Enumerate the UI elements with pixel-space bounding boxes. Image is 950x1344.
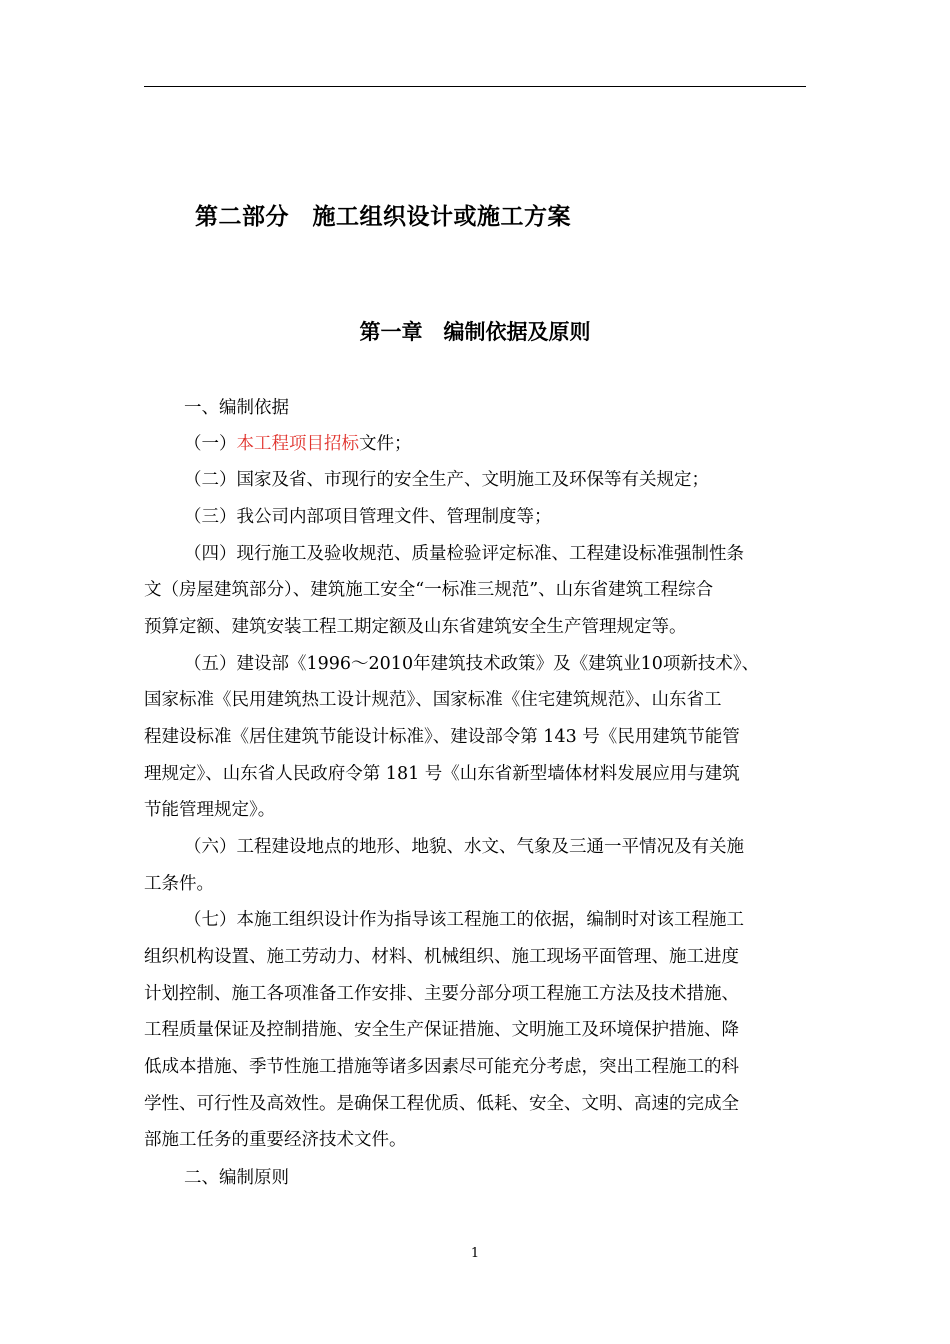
item3-paragraph: （三）我公司内部项目管理文件、管理制度等； xyxy=(184,507,552,527)
section1-heading: 一、编制依据 xyxy=(184,398,289,418)
page-number: 1 xyxy=(470,1246,480,1261)
item7-line: （七）本施工组织设计作为指导该工程施工的依据，编制时对该工程施工 xyxy=(184,910,744,930)
item1-prefix: （一） xyxy=(184,434,237,454)
section2-heading: 二、编制原则 xyxy=(184,1168,289,1188)
item4-line: （四）现行施工及验收规范、质量检验评定标准、工程建设标准强制性条 xyxy=(184,544,744,564)
item5-line: 理规定》、山东省人民政府令第 181 号《山东省新型墙体材料发展应用与建筑 xyxy=(144,764,740,784)
item7-line: 低成本措施、季节性施工措施等诸多因素尽可能充分考虑，突出工程施工的科 xyxy=(144,1057,739,1077)
item7-line: 部施工任务的重要经济技术文件。 xyxy=(144,1130,407,1150)
item7-line: 学性、可行性及高效性。是确保工程优质、低耗、安全、文明、高速的完成全 xyxy=(144,1094,739,1114)
item5-line: 国家标准《民用建筑热工设计规范》、国家标准《住宅建筑规范》、山东省工 xyxy=(144,690,722,710)
header-rule xyxy=(144,86,806,87)
item7-line: 计划控制、施工各项准备工作安排、主要分部分项工程施工方法及技术措施、 xyxy=(144,984,739,1004)
item6-line: 工条件。 xyxy=(144,874,214,894)
item5-line: （五）建设部《1996～2010年建筑技术政策》及《建筑业10项新技术》、 xyxy=(184,654,760,674)
item4-line: 预算定额、建筑安装工程工期定额及山东省建筑安全生产管理规定等。 xyxy=(144,617,687,637)
item7-line: 工程质量保证及控制措施、安全生产保证措施、文明施工及环境保护措施、降 xyxy=(144,1020,739,1040)
item5-line: 节能管理规定》。 xyxy=(144,800,276,820)
item6-line: （六）工程建设地点的地形、地貌、水文、气象及三通一平情况及有关施 xyxy=(184,837,744,857)
item1-paragraph xyxy=(184,432,412,456)
item2-paragraph: （二）国家及省、市现行的安全生产、文明施工及环保等有关规定； xyxy=(184,470,709,490)
item1-highlight: 本工程项目招标 xyxy=(236,434,359,454)
item1-suffix: 文件； xyxy=(359,434,412,454)
part-title: 第二部分 施工组织设计或施工方案 xyxy=(195,204,571,230)
item7-line: 组织机构设置、施工劳动力、材料、机械组织、施工现场平面管理、施工进度 xyxy=(144,947,739,967)
item4-line: 文（房屋建筑部分）、建筑施工安全“一标准三规范”、山东省建筑工程综合 xyxy=(144,580,714,600)
chapter-title: 第一章 编制依据及原则 xyxy=(359,320,591,344)
item5-line: 程建设标准《居住建筑节能设计标准》、建设部令第 143 号《民用建筑节能管 xyxy=(144,727,740,747)
